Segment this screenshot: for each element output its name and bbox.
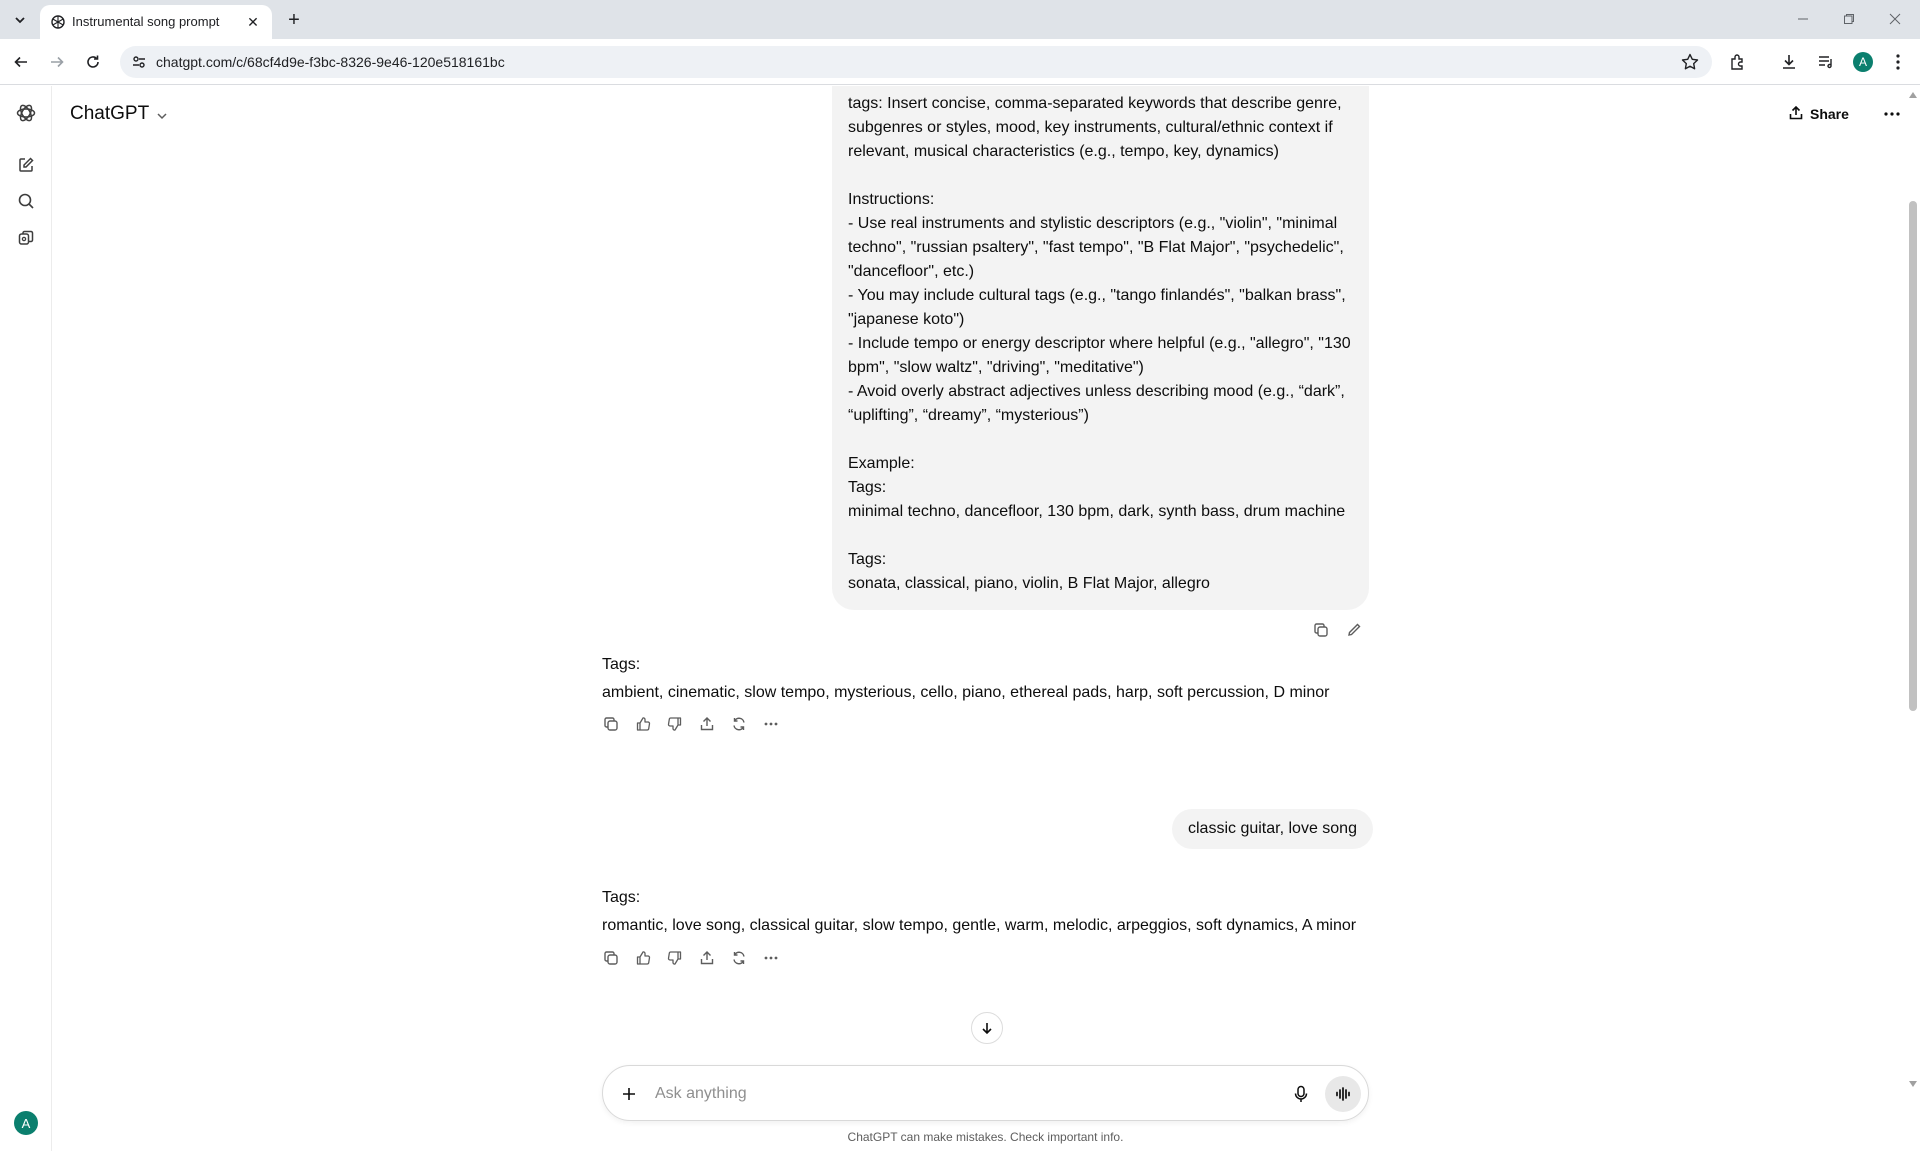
scroll-to-bottom-button[interactable] [971, 1012, 1003, 1044]
tab-title: Instrumental song prompt [72, 14, 220, 29]
message-composer [602, 1065, 1369, 1121]
copy-icon[interactable] [1310, 619, 1332, 641]
model-switcher[interactable] [70, 100, 169, 128]
arrow-down-icon [980, 1021, 994, 1035]
more-options-icon[interactable] [1880, 102, 1904, 126]
browser-tab-active[interactable] [40, 5, 272, 39]
scroll-up-arrow-icon[interactable] [1909, 92, 1917, 98]
voice-mode-button[interactable] [1325, 1076, 1361, 1112]
edit-pencil-icon[interactable] [1343, 619, 1365, 641]
tab-search-chevron-icon[interactable] [6, 8, 34, 32]
prompt-line: - Include tempo or energy descriptor where helpful (e.g., "allegro", "130 bpm", "slow waltz", "driving", "meditative") [848, 335, 1351, 376]
thumbs-up-icon[interactable] [632, 712, 654, 736]
assistant-text: romantic, love song, classical guitar, slow tempo, gentle, warm, melodic, arpeggios, soft dynamics, A minor [602, 917, 1357, 934]
message-actions [600, 946, 782, 970]
url-text[interactable]: chatgpt.com/c/68cf4d9e-f3bc-8326-9e46-120e518161bc [156, 54, 505, 70]
regenerate-icon[interactable] [728, 946, 750, 970]
user-message-bubble: classic guitar, love song [1172, 809, 1373, 849]
share-label: Share [1810, 106, 1849, 122]
profile-avatar[interactable] [1851, 50, 1875, 74]
extensions-puzzle-icon[interactable] [1726, 50, 1750, 74]
assistant-heading: Tags: [602, 656, 641, 673]
prompt-input[interactable] [655, 1082, 1255, 1106]
user-message-bubble [832, 86, 1369, 610]
download-icon[interactable] [1777, 50, 1801, 74]
assistant-message [602, 653, 1329, 705]
blank-line [848, 164, 1353, 188]
more-options-icon[interactable] [760, 946, 782, 970]
model-name: ChatGPT [70, 103, 150, 124]
more-options-icon[interactable] [760, 712, 782, 736]
blank-line [848, 524, 1353, 548]
search-icon[interactable] [14, 189, 38, 213]
forward-arrow-icon[interactable] [44, 49, 70, 75]
prompt-line: Instructions: [848, 191, 935, 208]
window-minimize-button[interactable] [1780, 6, 1826, 32]
prompt-line: - Use real instruments and stylistic descriptors (e.g., "violin", "minimal techno", "russian psaltery", "fast tempo", "B Flat Major", "psychedelic", "dancefloor", etc.) [848, 215, 1344, 280]
prompt-line: minimal techno, dancefloor, 130 bpm, dark, synth bass, drum machine [848, 503, 1346, 520]
prompt-line: Tags: [848, 479, 887, 496]
waveform-icon [1335, 1086, 1351, 1102]
reload-icon[interactable] [80, 49, 106, 75]
chatgpt-favicon-icon [50, 14, 66, 30]
chevron-down-icon [155, 107, 169, 121]
scrollbar[interactable] [1906, 86, 1920, 1151]
assistant-heading: Tags: [602, 889, 641, 906]
sidebar-rail [0, 86, 52, 1151]
share-button[interactable] [1788, 101, 1849, 127]
share-icon[interactable] [696, 712, 718, 736]
chatgpt-app [0, 86, 1920, 1151]
scrollbar-thumb[interactable] [1909, 201, 1917, 711]
browser-tab-bar [0, 0, 1920, 39]
window-close-button[interactable] [1872, 6, 1918, 32]
profile-initial: A [1853, 52, 1873, 72]
blank-line [848, 428, 1353, 452]
add-attachment-icon[interactable] [617, 1082, 641, 1106]
prompt-line: Tags: [848, 551, 887, 568]
address-bar[interactable] [120, 46, 1712, 78]
copy-icon[interactable] [600, 946, 622, 970]
prompt-line: sonata, classical, piano, violin, B Flat Major, allegro [848, 575, 1210, 592]
prompt-line: tags: Insert concise, comma-separated keywords that describe genre, subgenres or styles, mood, key instruments, cultural/ethnic context if relevant, musical characteristics (e.g., tempo, key, dynamics) [848, 95, 1342, 160]
regenerate-icon[interactable] [728, 712, 750, 736]
assistant-text: ambient, cinematic, slow tempo, mysterious, cello, piano, ethereal pads, harp, soft percussion, D minor [602, 684, 1330, 701]
library-icon[interactable] [14, 226, 38, 250]
browser-toolbar [0, 39, 1920, 85]
microphone-icon[interactable] [1289, 1082, 1313, 1106]
assistant-message [602, 886, 1356, 938]
back-arrow-icon[interactable] [8, 49, 34, 75]
site-info-icon[interactable] [130, 53, 148, 71]
prompt-line: Example: [848, 455, 915, 472]
bookmark-star-icon[interactable] [1680, 52, 1700, 72]
openai-logo-icon[interactable] [14, 101, 38, 125]
tab-close-icon[interactable]: ✕ [247, 13, 259, 30]
scroll-down-arrow-icon[interactable] [1909, 1081, 1917, 1087]
new-chat-icon[interactable] [14, 153, 38, 177]
browser-menu-icon[interactable] [1886, 50, 1910, 74]
disclaimer-text: ChatGPT can make mistakes. Check important info. [847, 1130, 1124, 1144]
prompt-line: - You may include cultural tags (e.g., "tango finlandés", "balkan brass", "japanese koto") [848, 287, 1346, 328]
share-icon[interactable] [696, 946, 718, 970]
share-icon [1788, 105, 1804, 124]
window-restore-button[interactable] [1826, 6, 1872, 32]
media-controls-icon[interactable] [1814, 50, 1838, 74]
new-tab-button[interactable]: + [288, 8, 300, 31]
thumbs-down-icon[interactable] [664, 712, 686, 736]
user-avatar[interactable]: A [14, 1111, 38, 1135]
prompt-line: - Avoid overly abstract adjectives unless describing mood (e.g., “dark”, “uplifting”, “dreamy”, “mysterious”) [848, 383, 1345, 424]
copy-icon[interactable] [600, 712, 622, 736]
message-actions [600, 712, 782, 736]
thumbs-up-icon[interactable] [632, 946, 654, 970]
thumbs-down-icon[interactable] [664, 946, 686, 970]
